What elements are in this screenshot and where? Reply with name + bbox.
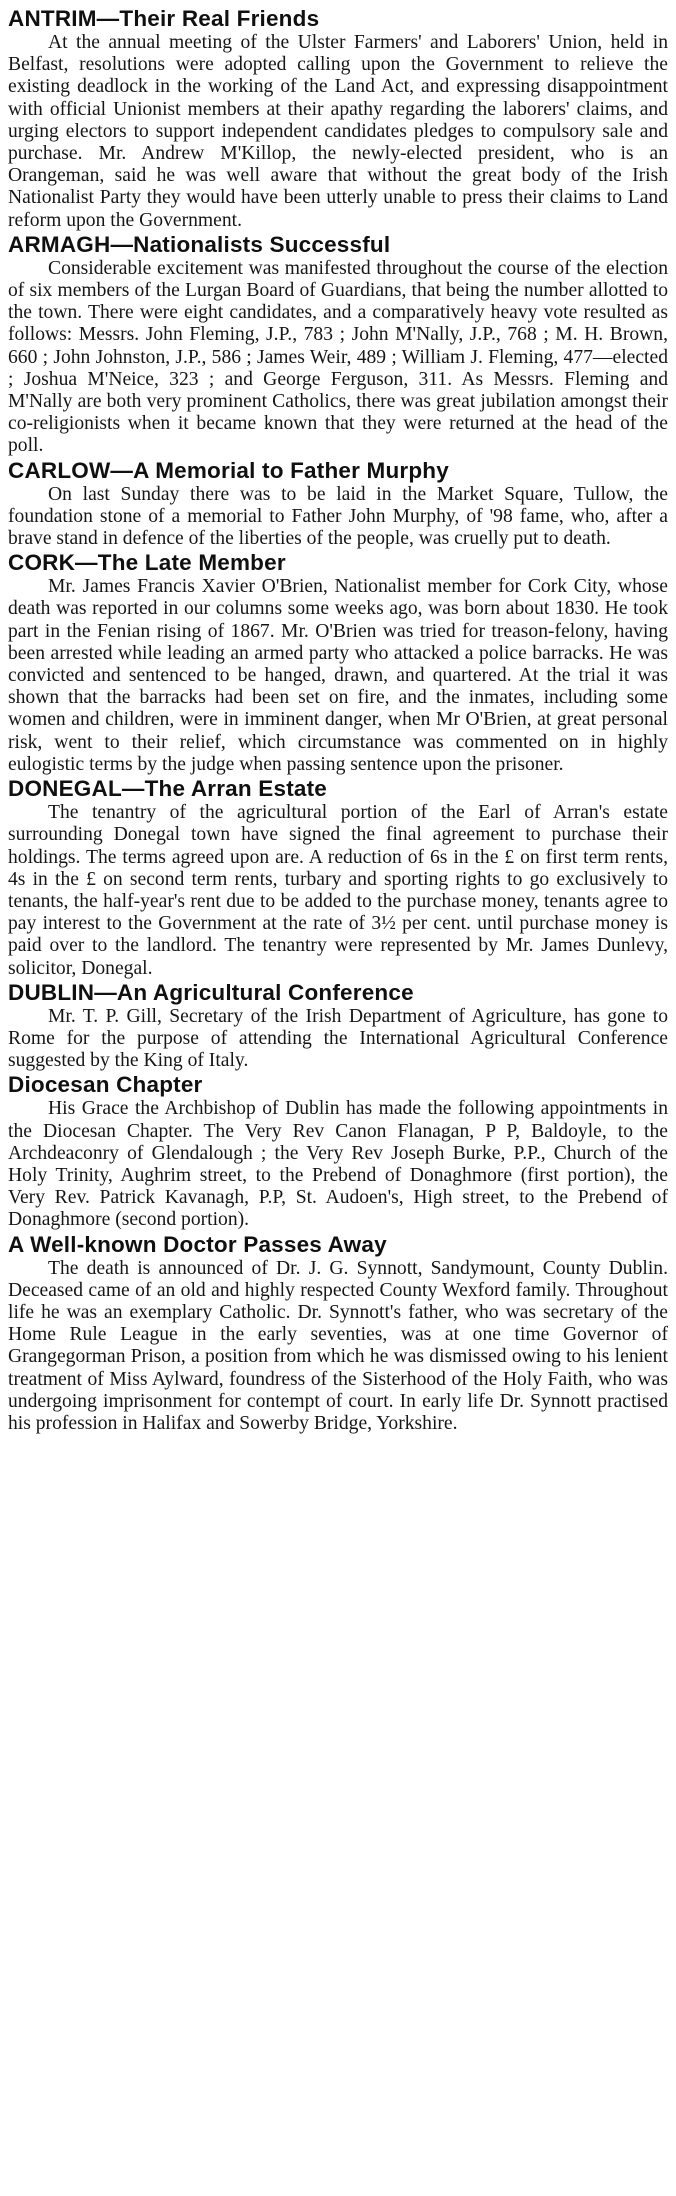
article-body: His Grace the Archbishop of Dublin has made the following appointments in the Diocesan Chapter. The Very Rev Canon Flanagan, P P, Baldoyle, to the Archdeaconry of Glendalough ; the Very Rev Joseph Burke, P.P., Church of the Holy Trinity, Aughrim street, to the Prebend of Donaghmore (first portion), the Very Rev. Patrick Kavanagh, P.P, St. Audoen's, High street, to the Prebend of Donaghmore (second portion). [8,1098,668,1231]
article-armagh [8,232,668,458]
article-headline: A Well-known Doctor Passes Away [8,1231,387,1257]
article-carlow [8,458,668,551]
article-headline: DONEGAL—The Arran Estate [8,776,328,802]
article-cork [8,550,668,776]
article-headline: DUBLIN—An Agricultural Conference [8,979,414,1005]
article-donegal [8,776,668,980]
article-body: At the annual meeting of the Ulster Farmers' and Laborers' Union, held in Belfast, resolutions were adopted calling upon the Government to relieve the existing deadlock in the working of the Land Act, and expressing disappointment with official Unionist members at their apathy regarding the laborers' claims, and urging electors to support independent candidates pledges to compulsory sale and purchase. Mr. Andrew M'Killop, the newly-elected president, who is an Orangeman, said he was well aware that without the great body of the Irish Nationalist Party they would have been utterly unable to press their claims to Land reform upon the Government. [8,32,668,231]
article-dublin [8,980,668,1073]
article-headline: CARLOW—A Memorial to Father Murphy [8,457,449,483]
article-body: Mr. T. P. Gill, Secretary of the Irish Department of Agriculture, has gone to Rome for the purpose of attending the International Agricultural Conference suggested by the King of Italy. [8,1005,668,1072]
article-body: On last Sunday there was to be laid in the Market Square, Tullow, the foundation stone of a memorial to Father John Murphy, of '98 fame, who, after a brave stand in defence of the liberties of the people, was cruelly put to death. [8,483,668,550]
article-doctor-obituary [8,1232,668,1436]
article-body: The death is announced of Dr. J. G. Synnott, Sandymount, County Dublin. Deceased came of an old and highly respected County Wexford family. Throughout life he was an exemplary Catholic. Dr. Synnott's father, who was secretary of the Home Rule League in the early seventies, was at one time Governor of Grangegorman Prison, a position from which he was dismissed owing to his lenient treatment of Miss Aylward, foundress of the Sisterhood of the Holy Faith, who was undergoing imprisonment for contempt of court. In early life Dr. Synnott practised his profession in Halifax and Sowerby Bridge, Yorkshire. [8,1257,668,1434]
article-body: Considerable excitement was manifested throughout the course of the election of six members of the Lurgan Board of Guardians, that being the number allotted to the town. There were eight candidates, and a comparatively heavy vote resulted as follows: Messrs. John Fleming, J.P., 783 ; John M'Nally, J.P., 768 ; M. H. Brown, 660 ; John Johnston, J.P., 586 ; James Weir, 489 ; William J. Fleming, 477—elected ; Joshua M'Neice, 323 ; and George Ferguson, 311. As Messrs. Fleming and M'Nally are both very prominent Catholics, there was great jubilation amongst their co-religionists when it became known that they were returned at the head of the poll. [8,257,668,457]
article-headline: Diocesan Chapter [8,1072,203,1098]
article-headline: ANTRIM—Their Real Friends [8,6,320,31]
article-body: Mr. James Francis Xavier O'Brien, Nationalist member for Cork City, whose death was reported in our columns some weeks ago, was born about 1830. He took part in the Fenian rising of 1867. Mr. O'Brien was tried for treason-felony, having been arrested while leading an armed party who attacked a police barracks. He was convicted and sentenced to be hanged, drawn, and quartered. At the trial it was shown that the barracks had been set on fire, and the inmates, including some women and children, were in imminent danger, when Mr O'Brien, at great personal risk, went to their relief, which circumstance was commented on in highly eulogistic terms by the judge when passing sentence upon the prisoner. [8,576,668,775]
article-antrim [8,6,668,232]
article-diocesan-chapter [8,1072,668,1231]
article-headline: CORK—The Late Member [8,550,286,576]
article-body: The tenantry of the agricultural portion of the Earl of Arran's estate surrounding Donegal town have signed the final agreement to purchase their holdings. The terms agreed upon are. A reduction of 6s in the £ on first term rents, 4s in the £ on second term rents, turbary and sporting rights to go exclusively to tenants, the half-year's rent due to be added to the purchase money, tenants agree to pay interest to the Government at the rate of 3½ per cent. until purchase money is paid over to the landlord. The tenantry were represented by Mr. James Dunlevy, solicitor, Donegal. [8,802,668,979]
article-headline: ARMAGH—Nationalists Successful [8,231,391,257]
